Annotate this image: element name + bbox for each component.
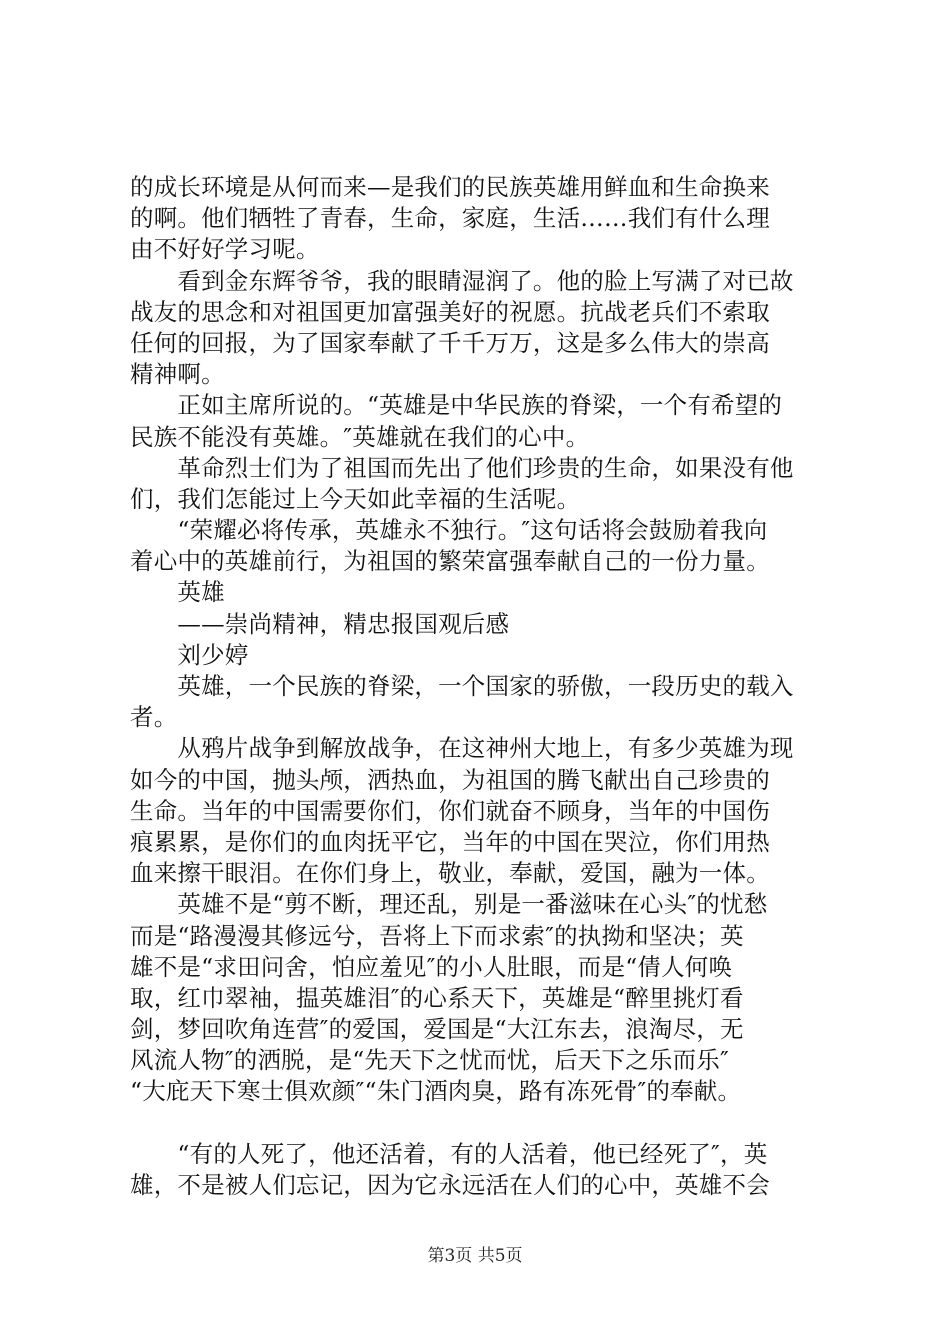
text-line: 英雄不是“剪不断，理还乱，别是一番滋味在心头″的忧愁 xyxy=(130,890,768,919)
text-line: 者。 xyxy=(130,703,178,732)
text-line: 生命。当年的中国需要你们，你们就奋不顾身，当年的中国伤 xyxy=(130,796,770,825)
text-line: 取，红巾翠袖，揾英雄泪″的心系天下，英雄是“醉里挑灯看 xyxy=(130,983,744,1012)
text-line: 革命烈士们为了祖国而先出了他们珍贵的生命，如果没有他 xyxy=(130,453,794,482)
text-line: “荣耀必将传承，英雄永不独行。″这句话将会鼓励着我向 xyxy=(130,516,768,545)
blank-line xyxy=(130,1108,846,1139)
text-line: 如今的中国，抛头颅，洒热血，为祖国的腾飞献出自己珍贵的 xyxy=(130,765,770,794)
text-line: 风流人物″的洒脱，是“先天下之忧而忧，后天下之乐而乐″ xyxy=(130,1046,729,1075)
text-line: 任何的回报，为了国家奉献了千千万万，这是多么伟大的崇高 xyxy=(130,328,770,357)
page-number-footer: 第3页 共5页 xyxy=(427,1246,523,1266)
text-line: 而是“路漫漫其修远兮，吾将上下而求索″的执拗和坚决；英 xyxy=(130,921,744,950)
text-line: 血来擦干眼泪。在你们身上，敬业，奉献，爱国，融为一体。 xyxy=(130,859,770,888)
text-line: 痕累累，是你们的血肉抚平它，当年的中国在哭泣，你们用热 xyxy=(130,827,770,856)
document-body xyxy=(130,172,846,1201)
text-line: 的啊。他们牺牲了青春，生命，家庭，生活……我们有什么理 xyxy=(130,204,770,233)
text-line: 看到金东辉爷爷，我的眼睛湿润了。他的脸上写满了对已故 xyxy=(130,266,794,295)
text-line: 的成长环境是从何而来—是我们的民族英雄用鲜血和生命换来 xyxy=(130,173,770,201)
text-line: 着心中的英雄前行，为祖国的繁荣富强奉献自己的一份力量。 xyxy=(130,547,770,576)
text-line: “大庇天下寒士俱欢颜″“朱门酒肉臭，路有冻死骨″的奉献。 xyxy=(130,1077,742,1106)
author-name: 刘少婷 xyxy=(130,640,249,669)
section-title: 英雄 xyxy=(130,578,225,607)
text-line: 精神啊。 xyxy=(130,360,225,389)
text-line: 剑，梦回吹角连营″的爱国，爱国是“大江东去，浪淘尽，无 xyxy=(130,1015,744,1044)
text-line: “有的人死了，他还活着，有的人活着，他已经死了″，英 xyxy=(130,1139,768,1168)
text-line: 雄，不是被人们忘记，因为它永远活在人们的心中，英雄不会 xyxy=(130,1171,770,1199)
text-line: 战友的思念和对祖国更加富强美好的祝愿。抗战老兵们不索取 xyxy=(130,297,770,326)
text-line: 雄不是“求田问舍，怕应羞见″的小人肚眼，而是“倩人何唤 xyxy=(130,952,733,981)
text-line: 由不好好学习呢。 xyxy=(130,235,320,264)
text-line: 民族不能没有英雄。″英雄就在我们的心中。 xyxy=(130,422,590,451)
text-line: 英雄，一个民族的脊梁，一个国家的骄傲，一段历史的载入 xyxy=(130,672,794,700)
section-subtitle: ——崇尚精神，精忠报国观后感 xyxy=(130,609,510,638)
text-line: 正如主席所说的。“英雄是中华民族的脊梁，一个有希望的 xyxy=(130,391,783,420)
text-line: 从鸦片战争到解放战争，在这神州大地上，有多少英雄为现 xyxy=(130,734,794,763)
text-line: 们，我们怎能过上今天如此幸福的生活呢。 xyxy=(130,484,581,513)
